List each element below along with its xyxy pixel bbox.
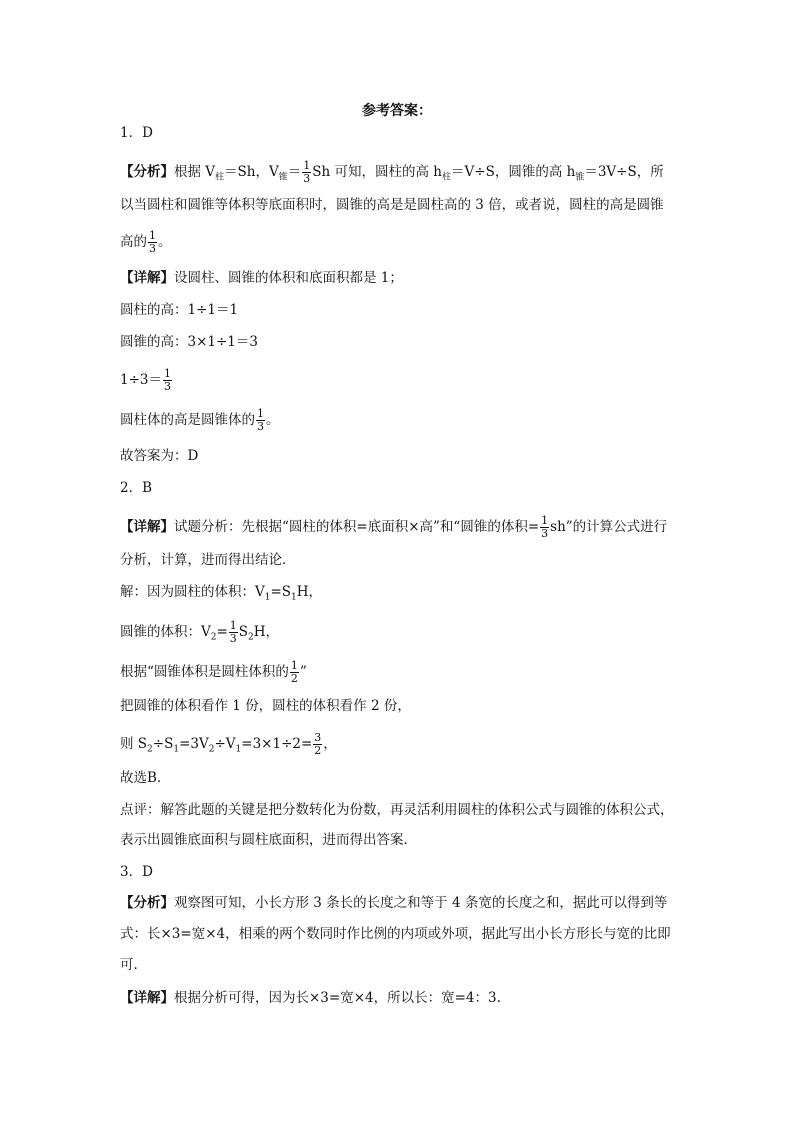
q3-analysis-line3: 可. (120, 957, 138, 973)
q2-line9: 点评：解答此题的关键是把分数转化为份数，再灵活利用圆柱的体积公式与圆锥的体积公式， (120, 802, 674, 818)
denominator: 3 (229, 632, 237, 645)
text: ÷V (214, 736, 236, 752)
numerator: 1 (290, 659, 298, 672)
q2-line6: 把圆锥的体积看作 1 份，圆柱的体积看作 2 份， (120, 698, 411, 714)
numerator: 1 (149, 229, 156, 242)
subscript: 1 (235, 744, 242, 755)
denominator: 2 (314, 744, 322, 757)
text: S (238, 624, 249, 640)
text: 圆柱体的高是圆锥体的 (120, 412, 255, 428)
denominator: 3 (149, 242, 156, 255)
q3-detail-line1 (120, 988, 501, 1008)
numerator: 1 (164, 367, 171, 380)
fraction (163, 368, 172, 393)
text: ＝3V÷S，所 (584, 164, 664, 180)
text: 根据分析可得，因为长×3=宽×4，所以长：宽=4：3. (174, 990, 501, 1006)
text: 观察图可知，小长方形 3 条长的长度之和等于 4 条宽的长度之和，据此可以得到等 (174, 895, 668, 911)
fraction (290, 660, 299, 685)
text: ， (323, 736, 337, 752)
text: 。 (158, 234, 172, 250)
denominator: 2 (290, 672, 298, 685)
text: ＝ (287, 164, 302, 180)
text: ” (299, 664, 307, 680)
subscript: 1 (264, 592, 271, 603)
subscript: 2 (248, 632, 254, 643)
text: Sh 可知，圆柱的高 h (312, 164, 443, 180)
fraction (256, 408, 265, 433)
numerator: 1 (229, 619, 237, 632)
analysis-tag: 【分析】 (120, 895, 174, 911)
fraction (148, 230, 157, 255)
q1-analysis-line1 (120, 160, 664, 188)
denominator: 3 (303, 172, 311, 185)
q1-detail-line2: 圆柱的高：1÷1＝1 (120, 302, 239, 318)
denominator: 3 (541, 527, 549, 540)
q2-line3 (120, 582, 322, 608)
q1-analysis-line2: 以当圆柱和圆锥等体积等底面积时，圆锥的高是是圆柱高的 3 倍，或者说，圆柱的高是圆锥 (120, 197, 664, 213)
page-title: 参考答案： (362, 103, 432, 119)
text: ＝V÷S，圆锥的高 h (451, 164, 576, 180)
numerator: 1 (257, 407, 264, 420)
denominator: 3 (257, 420, 264, 433)
text: ＝Sh，V (224, 164, 279, 180)
text: 则 S (120, 736, 148, 752)
denominator: 3 (164, 380, 171, 393)
text: ÷S (152, 736, 174, 752)
q1-answer: 故答案为：D (120, 448, 199, 464)
text: =S (270, 584, 292, 600)
q3-analysis-line2: 式：长×3=宽×4，相乘的两个数同时作比例的内项或外项，据此写出小长方形长与宽的比即 (120, 926, 671, 942)
text: =3V (179, 736, 209, 752)
subscript: 锥 (278, 172, 288, 183)
text: = (216, 624, 228, 640)
subscript: 1 (291, 592, 297, 603)
fraction (229, 620, 238, 645)
text: 高的 (120, 234, 147, 250)
subscript: 锥 (575, 172, 585, 183)
detail-tag: 【详解】 (120, 519, 174, 535)
subscript: 1 (173, 744, 180, 755)
q2-line2: 分析，计算，进而得出结论． (120, 552, 296, 568)
text: sh”的计算公式进行 (550, 519, 668, 535)
q1-number: 1．D (120, 125, 153, 141)
q1-detail-line4 (120, 368, 173, 393)
q2-line1 (120, 515, 667, 540)
subscript: 2 (147, 744, 153, 755)
text: 根据“圆锥体积是圆柱体积的 (120, 664, 289, 680)
text: H， (253, 624, 280, 640)
q3-number: 3．D (120, 864, 153, 880)
text: 。 (266, 412, 280, 428)
text: 根据 V (174, 164, 216, 180)
fraction (302, 160, 311, 185)
fraction (313, 732, 322, 757)
detail-tag: 【详解】 (120, 270, 174, 286)
text: 设圆柱、圆锥的体积和底面积都是 1； (174, 270, 403, 286)
q2-line7 (120, 732, 337, 760)
text: =3×1÷2= (241, 736, 313, 752)
q2-number: 2．B (120, 480, 153, 496)
q2-line10: 表示出圆锥底面积与圆柱底面积，进而得出答案． (120, 832, 417, 848)
q3-analysis-line1 (120, 893, 667, 913)
subscript: 柱 (442, 172, 452, 183)
q2-line4 (120, 620, 279, 648)
q2-line8: 故选B． (120, 770, 171, 786)
q2-line5 (120, 660, 307, 685)
subscript: 柱 (215, 172, 225, 183)
text: 试题分析：先根据“圆柱的体积=底面积×高”和“圆锥的体积= (174, 519, 540, 535)
subscript: 2 (208, 744, 215, 755)
q1-detail-line3: 圆锥的高：3×1÷1＝3 (120, 334, 258, 350)
text: 圆锥的体积：V (120, 624, 211, 640)
q1-detail-line1 (120, 268, 403, 288)
detail-tag: 【详解】 (120, 990, 174, 1006)
subscript: 2 (210, 632, 217, 643)
analysis-tag: 【分析】 (120, 164, 174, 180)
numerator: 1 (303, 159, 311, 172)
fraction (540, 515, 549, 540)
q1-detail-line5 (120, 408, 280, 433)
text: 解：因为圆柱的体积：V (120, 584, 265, 600)
text: 1÷3＝ (120, 372, 162, 388)
text: H， (296, 584, 323, 600)
q1-analysis-line3 (120, 230, 172, 255)
numerator: 1 (541, 514, 549, 527)
numerator: 3 (314, 731, 322, 744)
